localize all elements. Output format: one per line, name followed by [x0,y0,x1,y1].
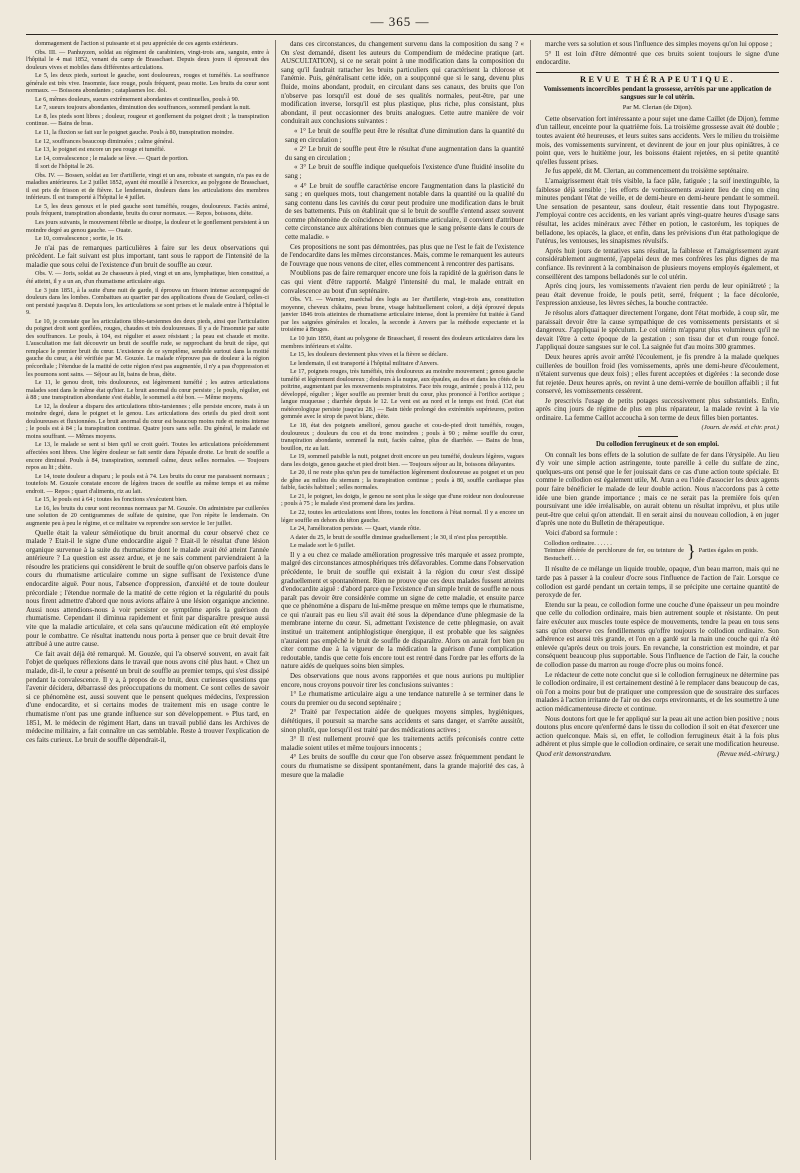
paragraph: Je prescrivis l'usage de petits potages successivement plus substantiels. Enfin, après cinq jours de régime de plus en plus réparateur, la malade revint à la vie ordinaire. La femme Caillot accoucha à son terme de deux filles bien portantes. [536,396,779,423]
paragraph: Le 3 juin 1851, à la suite d'une nuit de garde, il éprouva un frisson intense accompagné de douleurs dans les lombes. Combattues au quartier par des applications d'eau de Goulard, celles-ci ont persisté jusqu'au 8. Depuis lors, les articulations se sont prises et le malade entre à l'hôpital le 9. [26,286,269,317]
observation-4: Obs. IV. — Bossen, soldat au 1er d'artillerie, vingt et un ans, robuste et sanguin, n'a pas eu de maladies antérieures. Le 2 juillet 1852, ayant été mouillé à l'exercice, au polygone de Brasschaet, il est pris de frisson et de fièvre. Le lendemain, douleurs dans les articulations des membres inférieurs. Il est transporté à l'hôpital le 4 juillet. [26,171,269,202]
conclusion-item: 3° Il n'est nullement prouvé que les traitements actifs préconisés contre cette maladie soient utiles et même toujours innocents ; [281,735,524,752]
paragraph: Le 15, les douleurs deviennent plus vives et la fièvre se déclare. [290,351,448,359]
paragraph: Le rédacteur de cette note conclut que si le collodion ferrugineux ne détermine pas le collodion ordinaire, il est certainement destiné à le remplacer dans beaucoup de cas, où l'on a moins pour but de pratiquer une compression que de soustraire des surfaces malades à l'action irritante de l'air ou des corps environnants, et de les soumettre à une action médicamenteuse directe et continue. [536,670,779,713]
paragraph: Le 13, le malade se sent si bien qu'il se croit guéri. Toutes les articulations précédemment affectées sont libres. Une légère douleur se fait sentir dans l'épaule droite. Le bruit de souffle a encore diminué. Pouls à 84, transpiration, sommeil calme, deux selles normales. — Toujours repos au lit ; diète. [26,441,269,472]
quote-item: « 3° Le bruit de souffle indique quelquefois l'existence d'une fluidité insolite du sang ; [285,163,524,180]
paragraph: Le 22, toutes les articulations sont libres, toutes les fonctions à l'état normal. Il y a encore un léger souffle en dehors du téton gauche. [281,508,524,524]
paragraph: Le 6, mêmes douleurs, sueurs extrêmement abondantes et continuelles, pouls à 90. [35,95,240,103]
article-title: Vomissements incoercibles pendant la grossesse, arrêtés par une application de sangsues sur le col utérin. [543,85,772,101]
quote-item: « 1° Le bruit de souffle peut être le résultat d'une diminution dans la quantité du sang en circulation ; [285,126,524,144]
article-author: Par M. Clertan (de Dijon). [622,103,693,111]
paragraph: Le 19, sommeil paisible la nuit, poignet droit encore un peu tuméfié, douleurs légères, vagues dans les doigts, genou gauche et pied droit bien. — Toujours séjour au lit, boissons délayantes. [281,453,524,468]
paragraph: Le 21, le poignet, les doigts, le genou ne sont plus le siège que d'une roideur non douloureuse ; pouls à 75 ; le malade s'est promené dans les jardins. [281,492,524,508]
paragraph: Ce fait avait déjà été remarqué. M. Gouzée, qui l'a observé souvent, en avait fait l'objet de quelques réflexions dans le travail que nous avons cité plus haut. « Chez un malade, dit-il, le cœur a présenté un bruit de souffle au premier temps, qui s'est dissipé pendant la convalescence. Il y a, à propos de ce bruit, deux curieuses questions que l'avenir décidera, débarrassé des préoccupations du moment. Ce sont celles de savoir si ce phénomène est, aussi souvent que le pensent quelques médecins, l'expression d'une endocardite, et si certains modes de traitement mis en usage contre le rhumatisme n'ont pas une grande influence sur son développement. » Plus tard, en 1851, M. le médecin de régiment Hart, dans un travail publié dans les Archives de médecine militaire, a fait connaître un cas semblable. Reste à trouver l'explication de ces faits curieux. Le bruit de souffle dépendrait-il, [26,649,269,744]
paragraph: Il résulte de ce mélange un liquide trouble, opaque, d'un beau marron, mais qui ne tarde pas à passer à la couleur d'ocre sous l'influence de l'action de l'air. Lorsque ce collodion est gardé pendant un certain temps, il se précipite une certaine quantité de peroxyde de fer. [536,565,779,600]
paragraph: Le 15, le pouls est à 64 ; toutes les fonctions s'exécutent bien. [35,496,188,504]
section-title: REVUE THÉRAPEUTIQUE. [580,74,735,84]
section-rule [536,72,779,73]
paragraph: Les jours suivants, le mouvement fébrile se dissipe, la douleur et le gonflement persistent à un moindre degré au genou gauche. — Ouate. [26,219,269,234]
source-citation: (Journ. de méd. et chir. prat.) [701,423,779,431]
paragraph: Nous doutons fort que le fer appliqué sur la peau ait une action bien positive ; nous doutons plus encore qu'enfermé dans le tissu du collodion il soit en état d'exercer une action quelconque. Mais si, en effet, le collodion ferrugineux était à la fois plus adhérent et plus simple que le collodion ordinaire, ce serait une modification heureuse. [536,714,779,749]
conclusion-item: 2° Traité par l'expectation aidée de quelques moyens simples, hygiéniques, diététiques, il poursuit sa marche sans accidents et sans danger, et s'arrête aussitôt, sinon plutôt, que lorsqu'il est traité par des médications actives ; [281,708,524,734]
paragraph: Je fus appelé, dit M. Clertan, au commencement du troisième septénaire. [545,167,749,176]
paragraph: Le 17, poignets rouges, très tuméfiés, très douloureux au moindre mouvement ; genou gauche tuméfié et légèrement douloureux ; douleurs à la nuque, aux épaules, au dos et dans les côtés de la poitrine, augmentant par les mouvements respiratoires. Face très rouge, animée ; pouls à 112, peu développé, régulier ; léger souffle au premier bruit du cœur, plus prononcé à l'orifice aortique ; langue muqueuse ; diarrhée depuis le 12. Le vent est au nord et le temps est froid. (Cet état météorologique persiste jusqu'au 28.) — Bain tiède prolongé des extrémités supérieures, potion gommée avec le sirop de pavot blanc, diète. [281,368,524,421]
paragraph: dans ces circonstances, du changement survenu dans la composition du sang ? « On s'est demandé, disent les auteurs du Compendium de médecine pratique (art. AUSCULTATION), si ce ne serait point à une modification dans la composition du sang qu'il faudrait rattacher les bruits particuliers qui caractérisent la chlorose et l'anémie. Puis, généralisant cette idée, on a soupçonné que si le sang, devenu plus fluide, moins abondant, produit, en circulant dans ses canaux, des bruits que l'on n'observe pas lorsqu'il est doué de ses qualités normales, peut-être, par une modification inverse, lorsqu'il est plus plastique, plus riche, plus consistant, plus abondant, il peut occasionner des bruits analogues. Cette autre manière de voir conduirait aux conclusions suivantes : [281,40,524,126]
column-right [536,40,779,1160]
conclusion-item: 5° Il est loin d'être démontré que ces bruits soient toujours le signe d'une endocardite. [536,49,779,67]
formula-proportion: Parties égales en poids. [698,547,759,555]
paragraph: Le 7, sueurs toujours abondantes, diminution des souffrances, sommeil pendant la nuit. [35,104,251,112]
paragraph: Quelle était la valeur séméiotique du bruit anormal du cœur observé chez ce malade ? Etait-il le signe d'une endocardite aiguë ? Etait-il le résultat d'une lésion organique survenue à la suite du rhumatisme dont le malade avait été atteint l'année antérieure ? La question est assez ardue, et je ne sais comment parviendraient à la résoudre les praticiens qui considèrent le bruit de souffle qu'on observe parfois dans le cours du rhumatisme articulaire comme un signe suffisant de l'existence d'une endocardite aiguë. Pour nous, l'absence d'oppression, d'anxiété et de toute douleur précordiale ; l'étendue normale de la matité de cette région et la régularité du pouls nous firent admettre d'abord que nous avions affaire à une lésion organique ancienne. Aussi nous attendions-nous à voir persister ce symptôme après la guérison du rhumatisme. Cependant il diminua rapidement et finit par disparaître presque aussi vite que la maladie articulaire, et cela sans qu'aucune médication eût été employée pour le combattre. Ce résultat inattendu nous porta à penser que ce bruit devait être attribué à une autre cause. [26,528,269,649]
paragraph: Le 20, il ne reste plus qu'un peu de tuméfaction légèrement douloureuse au poignet et un peu de gêne au milieu du sternum ; la transpiration continue ; pouls à 80, souffle cardiaque plus faible, faciès habituel ; selles normales. [281,469,524,492]
paragraph: Le 14, convalescence ; le malade se lève. — Quart de portion. [35,154,189,162]
paragraph: Le 11, le genou droit, très douloureux, est légèrement tuméfié ; les autres articulations malades sont dans le même état qu'hier. Le bruit anormal du cœur persiste ; le pouls, régulier, est à 88 ; une transpiration abondante s'est établie, le sommeil a été bon. — Même moyens. [26,379,269,402]
observation-3: Obs. III. — Panhuyzen, soldat au régiment de carabiniers, vingt-trois ans, sanguin, entre à l'hôpital le 4 mai 1852, venant du camp de Brasschaet. Depuis deux jours il éprouvait des douleurs vives et mobiles dans différentes articulations. [26,48,269,71]
paragraph: Deux heures après avoir arrêté l'écoulement, je fis prendre à la malade quelques cuillerées de bouillon froid (les vomissements, après une demi-heure d'écoulement, n'étaient survenus que deux fois) ; elles furent acceptées et digérées : la seconde dose fut rejetée. Deux heures après, on revint à une demi-verrée de bouillon affaibli ; il fut conservé, les vomissements cessèrent. [536,352,779,396]
closing-line [536,750,779,759]
paragraph: Le lendemain, il est transporté à l'hôpital militaire d'Anvers. [290,359,439,367]
paragraph: Le 10, convalescence ; sortie, le 16. [35,235,124,243]
paragraph: Le 10, je constate que les articulations tibio-tarsiennes des deux pieds, ainsi que l'articulation du poignet droit sont gonflées, rouges, chaudes et très douloureuses. Il y a de l'insomnie par suite des souffrances. Le pouls, à 104, est régulier et assez résistant ; la peau est chaude et moite. L'auscultation me fait découvrir un bruit de souffle rude, se rapprochant du bruit de râpe, qui remplace le premier bruit du cœur. L'existence de ce symptôme, sensible surtout dans la moitié gauche du cœur, a été vérifiée par M. Gouzée. Le malade n'éprouve pas de douleur à la région précordiale ; l'étendue de la matité de cette région n'est pas augmentée, il n'y a pas d'oppression et les poumons sont sains. — Séjour au lit, bains de bras, diète. [26,317,269,378]
paragraph: Je résolus alors d'attaquer directement l'organe, dont l'état morbide, à coup sûr, me paraissait devoir être la cause sympathique de ces vomissements persistants et si dangereux. J'appliquai le spéculum. Le col utérin m'apparut plus volumineux qu'il ne devait l'être à cette époque de la gestation ; son tissu dur et d'un rouge foncé. J'appliquai douze sangsues sur le col. La saignée fut d'au moins 300 grammes. [536,308,779,352]
paragraph: Le malade sort le 6 juillet. [290,542,355,550]
column-separator [530,40,531,1160]
paragraph: Le 8, les pieds sont libres ; douleur, rougeur et gonflement du poignet droit ; la transpiration continue. — Bains de bras. [26,112,269,128]
conclusion-item: 4° Les bruits de souffle du cœur que l'on observe assez fréquemment pendant le cours du rhumatisme se dissipent spontanément, dans la grande majorité des cas, à mesure que la maladie [281,753,524,779]
paragraph: Le 5, les deux pieds, surtout le gauche, sont douloureux, rouges et tuméfiés. La souffrance générale est très vive. Insomnie, face rouge, pouls fréquent, peau moite. Les bruits du cœur sont normaux. — Boissons abondantes ; cataplasmes loc. dol. [26,72,269,95]
column-middle [281,40,524,1160]
paragraph: Il y a eu chez ce malade amélioration progressive très marquée et assez prompte, malgré des circonstances atmosphériques très défavorables. Comme dans l'observation précédente, le bruit de souffle qui existait à la région du cœur s'est dissipé graduellement et spontanément. Rien ne prouve que ces deux malades fussent atteints d'endocardite aiguë : d'abord parce que l'existence d'un simple bruit de souffle ne nous paraît pas devoir être considérée comme un signe de cette maladie, et ensuite parce que ce phénomène a disparu de lui-même presque en même temps que le rhumatisme, ce qui n'aurait pas eu lieu s'il avait été sous la dépendance d'une phlegmasie de la membrane interne du cœur. Si, admettant l'existence de cette phlegmasie, on avait institué un traitement antiphlogistique énergique, il est probable que les saignées n'auraient pas empêché le bruit de souffle de disparaître. Alors on aurait fort bien pu citer comme due à la vigueur de la médication la guérison d'une complication redoutable, tandis que cette fois encore tout est rentré dans l'ordre par les efforts de la nature aidés de quelques soins bien simples. [281,550,524,671]
paragraph: L'amaigrissement était très visible, la face pâle, fatiguée ; la soif inextinguible, la faiblesse déjà sensible ; les efforts de vomissements avaient lieu de cinq en cinq minutes pendant l'état de veille, et de demi-heure en demi-heure pendant le sommeil. Une sensation de pesanteur, sans douleur, était ressentie dans tout l'hypogastre. J'employai contre ces accidents, en les variant après vingt-quatre heures d'usage sans résultat, les acides minéraux avec l'éther en potion, le castoréum, les topiques de belladone, les opiacés, la glace, et enfin, dans les prévisions d'un état pathologique de l'utérus, les ventouses, les sinapismes révulsifs. [536,177,779,246]
paragraph: Voici d'abord sa formule : [545,529,618,538]
quote-item: « 4° Le bruit de souffle caractérise encore l'augmentation dans la plasticité du sang ; en quelques mots, tout changement notable dans la quantité ou la qualité du sang contenu dans les cavités du cœur peut produire une modification dans le bruit de ses battements. Puis on établirait que si le bruit de souffle s'entend assez souvent comme phénomène de coïncidence du rhumatisme articulaire, il convient d'attribuer cette circonstance aux altérations bien connues que le sang présente dans le cours de cette maladie. » [285,181,524,242]
paragraph: Le 13, le poignet est encore un peu rouge et tuméfié. [35,146,166,154]
paragraph: Ces propositions ne sont pas démontrées, pas plus que ne l'est le fait de l'existence de l'endocardite dans les mêmes circonstances. Mais, comme le remarquent les auteurs de l'ouvrage que nous venons de citer, elles commencent à rencontrer des partisans. [281,242,524,268]
formula-ingredient: Collodion ordinaire. . . . . . [544,539,612,547]
paragraph: Après cinq jours, les vomissements n'avaient rien perdu de leur opiniâtreté ; la peau était devenue froide, le pouls petit, serré, fréquent ; la face décolorée, l'expression anxieuse, les lèvres sèches, la bouche contractée. [536,282,779,308]
paragraph: Le 14, toute douleur a disparu ; le pouls est à 74. Les bruits du cœur me paraissent normaux ; toutefois M. Gouzée constate encore de légères traces de souffle au même temps et au même endroit. — Repos ; quart d'aliments, riz au lait. [26,472,269,495]
column-left [26,40,269,1160]
closing-quote: Quod erit demonstrandum. [536,749,612,758]
formula-ingredient: Teinture éthérée de perchlorure de fer, ou teinture de Bestucheff. . . [544,547,684,562]
observation-5: Obs. V. — Joris, soldat au 2e chasseurs à pied, vingt et un ans, lymphatique, bien constitué, a été atteint, il y a un an, d'un rhumatisme articulaire aigu. [26,270,269,285]
column-separator [275,40,276,1160]
paragraph: Cette observation fort intéressante a pour sujet une dame Caillet (de Dijon), femme d'un tailleur, enceinte pour la quatrième fois. La troisième grossesse avait été double ; toutes avaient été heureuses, et leurs suites sans accidents. Vers le milieu du troisième mois, des vomissements survinrent, et devinrent de jour en jour plus opiniâtres, à ce point que, vers le huitième jour, les boissons étaient rejetées, en si petite quantité qu'elles fussent prises. [536,114,779,166]
formula-ingredients [544,540,684,563]
page-number: — 365 — [370,14,430,29]
formula [544,540,779,563]
paragraph: Le 12, la douleur a disparu des articulations tibio-tarsiennes ; elle persiste encore, mais à un moindre degré, dans le poignet et le genou. Les articulations des orteils du pied droit sont douloureuses et fluxionnées. Le bruit anormal du cœur est beaucoup moins rude et moins intense ; le pouls est à 84 ; la transpiration continue. Quatre jours sans selle. Du général, le malade est moins souffrant. — Mêmes moyens. [26,402,269,440]
paragraph: Le 16, les bruits du cœur sont reconnus normaux par M. Gouzée. On administre par cuillerées une solution de 20 centigrammes de sulfate de quinine, que l'on répète le lendemain. On augmente peu à peu le régime, et ce militaire va reprendre son service le 1er juillet. [26,504,269,527]
paragraph: Le 12, souffrances beaucoup diminuées ; calme général. [35,137,174,145]
brace: } [687,541,696,562]
article-title: Du collodion ferrugineux et de son emploi. [596,440,719,448]
observation-6: Obs. VI. — Warnier, maréchal des logis au 1er d'artillerie, vingt-trois ans, constitution moyenne, cheveux châtains, peau brune, visage habituellement coloré, a déjà éprouvé depuis janvier 1846 trois atteintes de rhumatisme articulaire intense, dont la première fut traitée à Gand par les saignées générales et locales, la seconde à Anvers par la méthode expectante et la troisième à Bruges. [281,296,524,334]
paragraph: Il sort de l'hôpital le 26. [35,163,94,171]
quote-item: « 2° Le bruit de souffle peut être le résultat d'une augmentation dans la quantité du sang en circulation ; [285,145,524,162]
paragraph: N'oublions pas de faire remarquer encore une fois la rapidité de la guérison dans le cas qui vient d'être rapporté. Malgré l'intensité du mal, le malade entrait en convalescence au bout d'un septénaire. [281,269,524,295]
conclusion-item: 1° Le rhumatisme articulaire aigu a une tendance naturelle à se terminer dans le cours du premier ou du second septénaire ; [281,690,524,707]
conclusion-item: marche vers sa solution et sous l'influence des simples moyens qu'on lui oppose ; [545,40,773,48]
paragraph: Le 11, la fluxion se fait sur le poignet gauche. Pouls à 80, transpiration moindre. [35,129,234,137]
paragraph: Après huit jours de tentatives sans résultat, la faiblesse et l'amaigrissement ayant considérablement augmenté, j'appelai deux de mes confrères les plus dignes de ma confiance. Ils revinrent à la combinaison de plusieurs moyens employés également, et conseillèrent des tampons belladonés sur le col utérin. [536,246,779,281]
paragraph: Le 5, les deux genoux et le pied gauche sont tuméfiés, rouges, douloureux. Faciès animé, pouls fréquent, transpiration abondante, bruits du cœur normaux. — Repos, boissons, diète. [26,202,269,218]
paragraph: Des observations que nous avons rapportées et que nous aurions pu multiplier encore, nous croyons pouvoir tirer les conclusions suivantes : [281,672,524,689]
paragraph: Le 18, état des poignets amélioré, genou gauche et cou-de-pied droit tuméfiés, rouges, douloureux ; douleurs du cou et du tronc moindres ; pouls à 90 ; même souffle du cœur, transpiration abondante, sommeil la nuit, faciès calme, plus de diarrhée. — Bains de bras, bouillon, riz au lait. [281,421,524,452]
header-rule [26,34,778,35]
paragraph: dommagement de l'action si puissante et si peu appréciée de ces agents extérieurs. [35,40,238,47]
paragraph: Le 10 juin 1850, étant au polygone de Brasschaet, il ressent des douleurs articulaires dans les membres inférieurs et s'alite. [281,334,524,350]
paragraph: A dater du 25, le bruit de souffle diminue graduellement ; le 30, il n'est plus perceptible. [290,533,508,541]
paragraph: Je n'ai pas de remarques particulières à faire sur les deux observations qui précèdent. Le fait suivant est plus important, tant sous le rapport de l'intensité de la maladie que sous celui de l'existence d'un bruit de souffle au cœur. [26,243,269,269]
paragraph: Le 24, l'amélioration persiste. — Quart, viande rôtie. [290,525,421,533]
paragraph: Etendu sur la peau, ce collodion forme une couche d'une épaisseur un peu moindre que celle du collodion ordinaire, mais bien autrement souple et résistante. On peut faire exécuter aux muscles toute espèce de mouvements, tendre la peau en tous sens sans qu'on observe ces fendillements qu'offre toujours le collodion ordinaire. Son adhérence est aussi très grande, et l'on en a gardé sur la main une couche qui n'a été enlevée qu'après deux ou trois jours. En revanche, la constriction est moindre, et par conséquent beaucoup plus supportable. Sous l'influence de l'action de l'air, la couche de collodion passe du marron au rouge d'ocre plus ou moins foncé. [536,600,779,669]
source-citation: (Revue méd.-chirurg.) [717,749,779,758]
paragraph: On connaît les bons effets de la solution de sulfate de fer dans l'érysipèle. Au lieu d'y voir une simple action astringente, toute pareille à celle du sulfate de zinc, quelques-uns ont pensé que le fer jouissait dans ce cas d'une action toute spéciale. Et comme le collodion est également utile, M. Aran a eu l'idée d'associer les deux agents pour faire bénéficier le malade de leur double action. Nous n'accordons pas à cette idée une bien grande importance ; mais ce ne serait pas la première fois qu'en poursuivant une idée irréalisable, on aurait obtenu un résultat imprévu, et plus utile peut-être que celui qu'on attendait. Il en serait ainsi du nouveau collodion, à en juger d'après une note du Bulletin de thérapeutique. [536,450,779,528]
divider [638,436,678,437]
